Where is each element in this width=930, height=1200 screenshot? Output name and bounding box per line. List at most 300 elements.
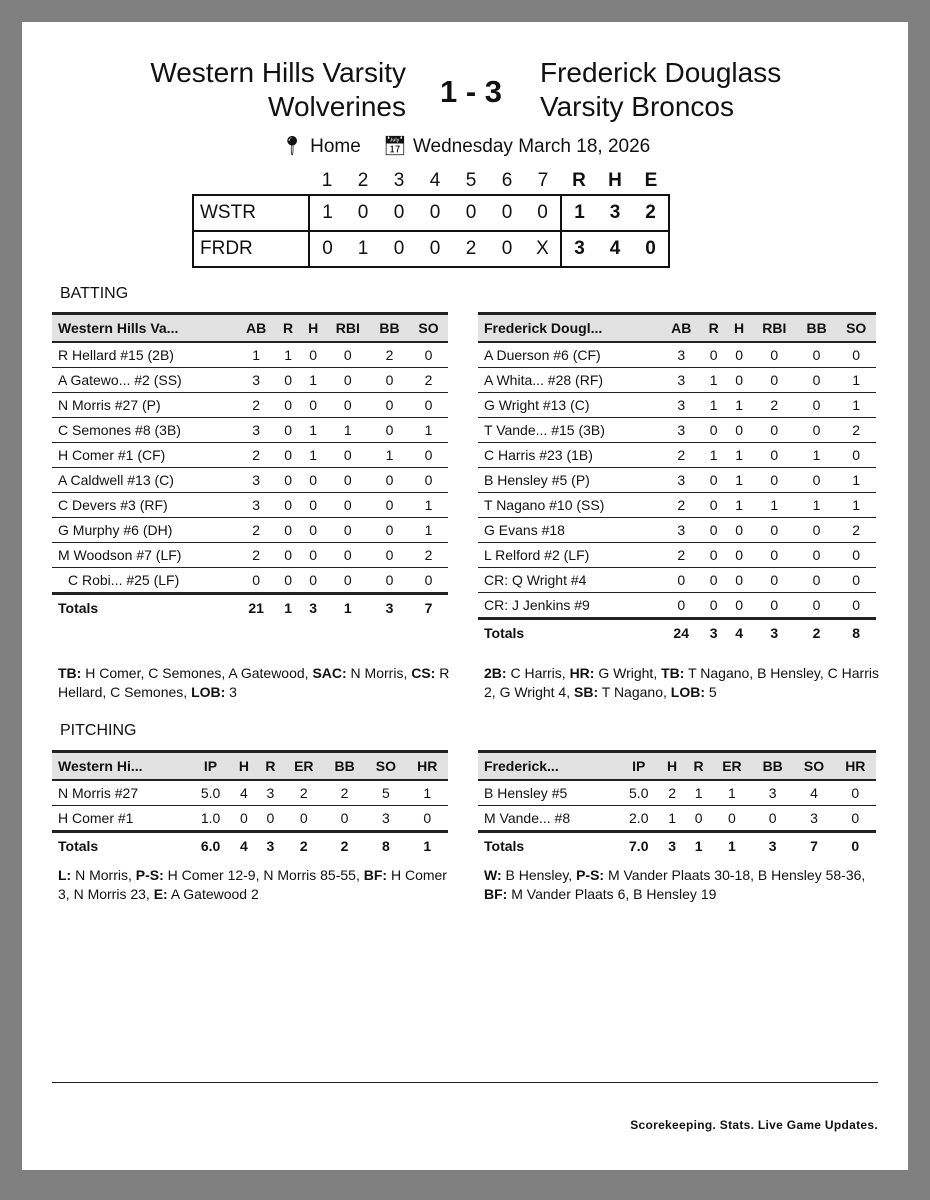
stat-cell: 0 [326, 493, 370, 518]
away-team-line2: Varsity Broncos [540, 91, 734, 122]
stat-cell: 0 [237, 568, 276, 594]
stat-cell: 1 [409, 518, 448, 543]
stat-cell: 0 [701, 342, 726, 368]
linescore-cell: 0 [417, 195, 453, 231]
total-cell: 3 [752, 619, 797, 647]
stat-cell: 4 [231, 780, 258, 806]
stat-cell: 0 [409, 468, 448, 493]
stat-cell: 0 [276, 568, 301, 594]
stat-cell: 0 [701, 593, 726, 619]
table-row [52, 443, 448, 468]
column-header: H [726, 314, 751, 343]
column-header: R [276, 314, 301, 343]
table-header [52, 752, 448, 781]
column-header: Frederick Dougl... [478, 314, 661, 343]
note-label: TB: [661, 665, 685, 681]
note-text: 3 [225, 684, 237, 700]
stat-cell: 2 [661, 493, 701, 518]
note-label: 2B: [484, 665, 507, 681]
table-row [478, 543, 876, 568]
note-text: N Morris, [346, 665, 412, 681]
stat-cell: 0 [661, 593, 701, 619]
stat-cell: 0 [726, 543, 751, 568]
player-name: H Comer #1 (CF) [52, 443, 237, 468]
stat-cell: 0 [797, 593, 837, 619]
stat-cell: 0 [370, 368, 409, 393]
table-row [52, 543, 448, 568]
stat-cell: 0 [836, 342, 876, 368]
stat-cell: 0 [409, 393, 448, 418]
total-cell: 7 [793, 832, 834, 860]
stat-cell: 1 [701, 443, 726, 468]
stat-cell: 1 [407, 780, 448, 806]
home-pitching-table [52, 750, 448, 859]
stat-cell: 0 [370, 468, 409, 493]
stat-cell: 0 [752, 418, 797, 443]
linescore-cell: 2 [633, 195, 669, 231]
column-header: SO [365, 752, 406, 781]
stat-cell: 5 [365, 780, 406, 806]
linescore-column-header: E [644, 170, 658, 191]
stat-cell: 0 [301, 393, 326, 418]
stat-cell: 2 [836, 518, 876, 543]
table-row [52, 342, 448, 368]
stat-cell: 0 [797, 543, 837, 568]
stat-cell: 2 [661, 443, 701, 468]
note-text: A Gatewood 2 [167, 886, 259, 902]
linescore-cell: 1 [561, 195, 597, 231]
stat-cell: 0 [276, 468, 301, 493]
stat-cell: 1 [726, 493, 751, 518]
stat-cell: 2 [370, 342, 409, 368]
column-header: AB [237, 314, 276, 343]
column-header: HR [835, 752, 876, 781]
stat-cell: 0 [326, 568, 370, 594]
stat-cell: 5.0 [619, 780, 659, 806]
stat-cell: 1 [836, 368, 876, 393]
location-pin-icon: 📍︎ [280, 136, 305, 157]
stat-cell: 0 [752, 468, 797, 493]
stat-cell: 1.0 [190, 806, 230, 832]
player-name: G Evans #18 [478, 518, 661, 543]
total-cell: 3 [301, 594, 326, 622]
note-label: LOB: [191, 684, 226, 700]
total-cell: 24 [661, 619, 701, 647]
stat-cell: 0 [752, 518, 797, 543]
linescore-cell: 0 [525, 195, 561, 231]
stat-cell: 2 [237, 543, 276, 568]
table-row [478, 493, 876, 518]
stat-cell: 0 [409, 342, 448, 368]
column-header: BB [370, 314, 409, 343]
stat-cell: 0 [326, 342, 370, 368]
table-header [478, 314, 876, 343]
stat-cell: 0 [324, 806, 365, 832]
note-text: T Nagano, B Hensley, C Harris 2, G Wright 4, [484, 665, 879, 700]
note-label: P-S: [576, 867, 605, 883]
stat-cell: 0 [752, 342, 797, 368]
column-header: ER [712, 752, 752, 781]
table-row [478, 342, 876, 368]
stat-cell: 0 [276, 418, 301, 443]
note-label: P-S: [135, 867, 164, 883]
linescore-cell: 2 [453, 231, 489, 267]
stat-cell: 0 [726, 518, 751, 543]
stat-cell: 0 [701, 518, 726, 543]
column-header: H [659, 752, 686, 781]
stat-cell: 0 [836, 443, 876, 468]
stat-cell: 1 [836, 493, 876, 518]
note-label: E: [153, 886, 168, 902]
stat-cell: 1 [836, 468, 876, 493]
stat-cell: 0 [409, 568, 448, 594]
stat-cell: 2 [752, 393, 797, 418]
column-header: SO [409, 314, 448, 343]
linescore-cell: 0 [417, 231, 453, 267]
stat-cell: 3 [365, 806, 406, 832]
column-header: BB [797, 314, 837, 343]
note-text: R Hellard, C Semones, [58, 665, 450, 700]
box-score-page [22, 22, 908, 1170]
total-cell: 1 [712, 832, 752, 860]
column-header: R [257, 752, 284, 781]
stat-cell: 0 [370, 568, 409, 594]
linescore-column-header: 2 [357, 170, 369, 191]
linescore-corner [193, 168, 309, 195]
away-batting-notes [484, 664, 884, 702]
stat-cell: 0 [231, 806, 258, 832]
stat-cell: 0 [752, 368, 797, 393]
table-row [52, 568, 448, 594]
linescore-column-header: 3 [393, 170, 405, 191]
stat-cell: 0 [701, 543, 726, 568]
stat-cell: 2 [284, 780, 324, 806]
stat-cell: 0 [301, 518, 326, 543]
player-name: G Wright #13 (C) [478, 393, 661, 418]
note-label: CS: [411, 665, 436, 681]
stat-cell: 3 [661, 468, 701, 493]
stat-cell: 0 [752, 568, 797, 593]
linescore-cell: 0 [489, 231, 525, 267]
linescore-table [192, 168, 670, 268]
stat-cell: 0 [752, 443, 797, 468]
away-pitching-notes [484, 866, 884, 904]
stat-cell: 0 [284, 806, 324, 832]
stat-cell: 1 [326, 418, 370, 443]
column-header: RBI [326, 314, 370, 343]
note-text: M Vander Plaats 30-18, B Hensley 58-36, [604, 867, 866, 883]
player-name: A Gatewo... #2 (SS) [52, 368, 237, 393]
stat-cell: 0 [726, 593, 751, 619]
stat-cell: 3 [237, 468, 276, 493]
stat-cell: 0 [726, 368, 751, 393]
table-row [478, 568, 876, 593]
stat-cell: 0 [836, 543, 876, 568]
stat-cell: 3 [237, 493, 276, 518]
table-row [52, 518, 448, 543]
total-cell: 0 [835, 832, 876, 860]
totals-label: Totals [478, 832, 619, 860]
table-row [478, 593, 876, 619]
stat-cell: 1 [685, 780, 712, 806]
linescore-cell: 0 [309, 231, 345, 267]
player-name: L Relford #2 (LF) [478, 543, 661, 568]
stat-cell: 0 [276, 393, 301, 418]
stat-cell: 2 [661, 543, 701, 568]
stat-cell: 1 [797, 493, 837, 518]
linescore-cell: 0 [381, 231, 417, 267]
stat-cell: 0 [276, 543, 301, 568]
note-label: BF: [484, 886, 508, 902]
stat-cell: 3 [661, 393, 701, 418]
stat-cell: 0 [661, 568, 701, 593]
table-row [478, 806, 876, 832]
stat-cell: 1 [301, 418, 326, 443]
total-cell: 6.0 [190, 832, 230, 860]
note-label: LOB: [670, 684, 705, 700]
stat-cell: 0 [301, 468, 326, 493]
player-name: T Vande... #15 (3B) [478, 418, 661, 443]
stat-cell: 1 [726, 393, 751, 418]
stat-cell: 0 [276, 518, 301, 543]
stat-cell: 0 [726, 418, 751, 443]
stat-cell: 0 [752, 593, 797, 619]
stat-cell: 0 [701, 493, 726, 518]
linescore-column-header: 6 [501, 170, 513, 191]
stat-cell: 0 [301, 568, 326, 594]
table-row [478, 418, 876, 443]
linescore-cell: 4 [597, 231, 633, 267]
note-label: TB: [58, 665, 82, 681]
stat-cell: 0 [326, 443, 370, 468]
stat-cell: 1 [301, 443, 326, 468]
away-batting-table [478, 312, 876, 646]
stat-cell: 1 [726, 468, 751, 493]
table-row [478, 393, 876, 418]
stat-cell: 1 [409, 493, 448, 518]
linescore-cell: 1 [345, 231, 381, 267]
linescore-column-header: R [572, 170, 586, 191]
note-text: C Harris, [506, 665, 570, 681]
stat-cell: 0 [301, 543, 326, 568]
player-name: C Semones #8 (3B) [52, 418, 237, 443]
column-header: IP [190, 752, 230, 781]
linescore-column-header: 5 [465, 170, 477, 191]
total-cell: 3 [701, 619, 726, 647]
game-date: Wednesday March 18, 2026 [412, 136, 651, 157]
note-text: G Wright, [594, 665, 662, 681]
linescore-row [193, 195, 669, 231]
totals-row [52, 832, 448, 860]
note-label: W: [484, 867, 502, 883]
table-row [478, 368, 876, 393]
linescore-cell: 0 [345, 195, 381, 231]
player-name: B Hensley #5 [478, 780, 619, 806]
stat-cell: 0 [752, 543, 797, 568]
totals-row [478, 619, 876, 647]
stat-cell: 0 [326, 368, 370, 393]
stat-cell: 0 [835, 806, 876, 832]
home-batting-notes [58, 664, 458, 702]
stat-cell: 0 [326, 393, 370, 418]
stat-cell: 1 [409, 418, 448, 443]
player-name: M Woodson #7 (LF) [52, 543, 237, 568]
stat-cell: 0 [701, 468, 726, 493]
player-name: A Whita... #28 (RF) [478, 368, 661, 393]
home-pitching-notes [58, 866, 458, 904]
total-cell: 8 [365, 832, 406, 860]
note-label: HR: [569, 665, 595, 681]
player-name: A Caldwell #13 (C) [52, 468, 237, 493]
player-name: T Nagano #10 (SS) [478, 493, 661, 518]
note-label: BF: [363, 867, 388, 883]
linescore-cell: 0 [489, 195, 525, 231]
stat-cell: 3 [237, 368, 276, 393]
total-cell: 1 [407, 832, 448, 860]
home-team-name [150, 56, 406, 124]
table-row [52, 418, 448, 443]
note-text: N Morris, [71, 867, 136, 883]
home-team-line1: Western Hills Varsity [150, 57, 406, 88]
player-name: N Morris #27 (P) [52, 393, 237, 418]
player-name: A Duerson #6 (CF) [478, 342, 661, 368]
table-row [52, 368, 448, 393]
total-cell: 2 [797, 619, 837, 647]
table-header [478, 752, 876, 781]
column-header: IP [619, 752, 659, 781]
note-text: H Comer, C Semones, A Gatewood, [81, 665, 313, 681]
stat-cell: 5.0 [190, 780, 230, 806]
total-cell: 3 [659, 832, 686, 860]
stat-cell: 0 [370, 418, 409, 443]
total-cell: 8 [836, 619, 876, 647]
stat-cell: 0 [326, 468, 370, 493]
linescore-column-header: H [608, 170, 622, 191]
stat-cell: 1 [712, 780, 752, 806]
stat-cell: 2 [409, 368, 448, 393]
linescore-team: FRDR [193, 231, 309, 267]
away-team-name [540, 56, 781, 124]
table-row [478, 443, 876, 468]
stat-cell: 0 [797, 368, 837, 393]
player-name: CR: J Jenkins #9 [478, 593, 661, 619]
stat-cell: 0 [370, 518, 409, 543]
total-cell: 1 [326, 594, 370, 622]
column-header: HR [407, 752, 448, 781]
stat-cell: 0 [835, 780, 876, 806]
stat-cell: 0 [409, 443, 448, 468]
player-name: C Devers #3 (RF) [52, 493, 237, 518]
player-name: CR: Q Wright #4 [478, 568, 661, 593]
column-header: H [231, 752, 258, 781]
column-header: R [701, 314, 726, 343]
column-header: Frederick... [478, 752, 619, 781]
stat-cell: 0 [797, 468, 837, 493]
column-header: Western Hi... [52, 752, 190, 781]
column-header: Western Hills Va... [52, 314, 237, 343]
total-cell: 7 [409, 594, 448, 622]
stat-cell: 1 [701, 393, 726, 418]
stat-cell: 0 [797, 568, 837, 593]
stat-cell: 0 [701, 418, 726, 443]
column-header: H [301, 314, 326, 343]
stat-cell: 0 [301, 342, 326, 368]
totals-label: Totals [52, 594, 237, 622]
total-cell: 3 [752, 832, 793, 860]
stat-cell: 0 [797, 393, 837, 418]
stat-cell: 0 [276, 493, 301, 518]
linescore-row [193, 231, 669, 267]
linescore-cell: 3 [561, 231, 597, 267]
stat-cell: 1 [726, 443, 751, 468]
column-header: AB [661, 314, 701, 343]
column-header: BB [752, 752, 793, 781]
stat-cell: 2.0 [619, 806, 659, 832]
stat-cell: 0 [726, 568, 751, 593]
note-text: 5 [705, 684, 717, 700]
footer-tagline: Scorekeeping. Stats. Live Game Updates. [630, 1118, 878, 1132]
column-header: SO [836, 314, 876, 343]
stat-cell: 1 [659, 806, 686, 832]
calendar-icon: 📅︎ [382, 136, 407, 157]
stat-cell: 0 [370, 543, 409, 568]
total-cell: 3 [370, 594, 409, 622]
stat-cell: 2 [836, 418, 876, 443]
stat-cell: 3 [237, 418, 276, 443]
total-cell: 3 [257, 832, 284, 860]
note-text: B Hensley, [501, 867, 577, 883]
stat-cell: 0 [836, 568, 876, 593]
pitching-heading: PITCHING [60, 722, 137, 739]
stat-cell: 0 [797, 418, 837, 443]
player-name: G Murphy #6 (DH) [52, 518, 237, 543]
stat-cell: 0 [370, 393, 409, 418]
stat-cell: 0 [326, 518, 370, 543]
table-row [478, 468, 876, 493]
table-row [52, 780, 448, 806]
note-text: M Vander Plaats 6, B Hensley 19 [507, 886, 717, 902]
stat-cell: 1 [752, 493, 797, 518]
stat-cell: 0 [797, 518, 837, 543]
stat-cell: 1 [276, 342, 301, 368]
total-cell: 7.0 [619, 832, 659, 860]
stat-cell: 0 [301, 493, 326, 518]
total-cell: 2 [324, 832, 365, 860]
stat-cell: 0 [752, 806, 793, 832]
note-text: H Comer 12-9, N Morris 85-55, [163, 867, 364, 883]
total-cell: 4 [231, 832, 258, 860]
stat-cell: 0 [407, 806, 448, 832]
note-text: T Nagano, [598, 684, 671, 700]
stat-cell: 1 [797, 443, 837, 468]
final-score: 1 - 3 [440, 74, 503, 109]
home-batting-table [52, 312, 448, 621]
totals-label: Totals [478, 619, 661, 647]
linescore-cell: 0 [453, 195, 489, 231]
linescore-cell: 0 [381, 195, 417, 231]
stat-cell: 3 [752, 780, 793, 806]
stat-cell: 2 [237, 443, 276, 468]
linescore-cell: 1 [309, 195, 345, 231]
away-team-line1: Frederick Douglass [540, 57, 782, 88]
total-cell: 21 [237, 594, 276, 622]
stat-cell: 0 [326, 543, 370, 568]
linescore-column-header: 4 [429, 170, 441, 191]
totals-label: Totals [52, 832, 190, 860]
stat-cell: 3 [793, 806, 834, 832]
stat-cell: 0 [257, 806, 284, 832]
linescore-cell: 0 [633, 231, 669, 267]
